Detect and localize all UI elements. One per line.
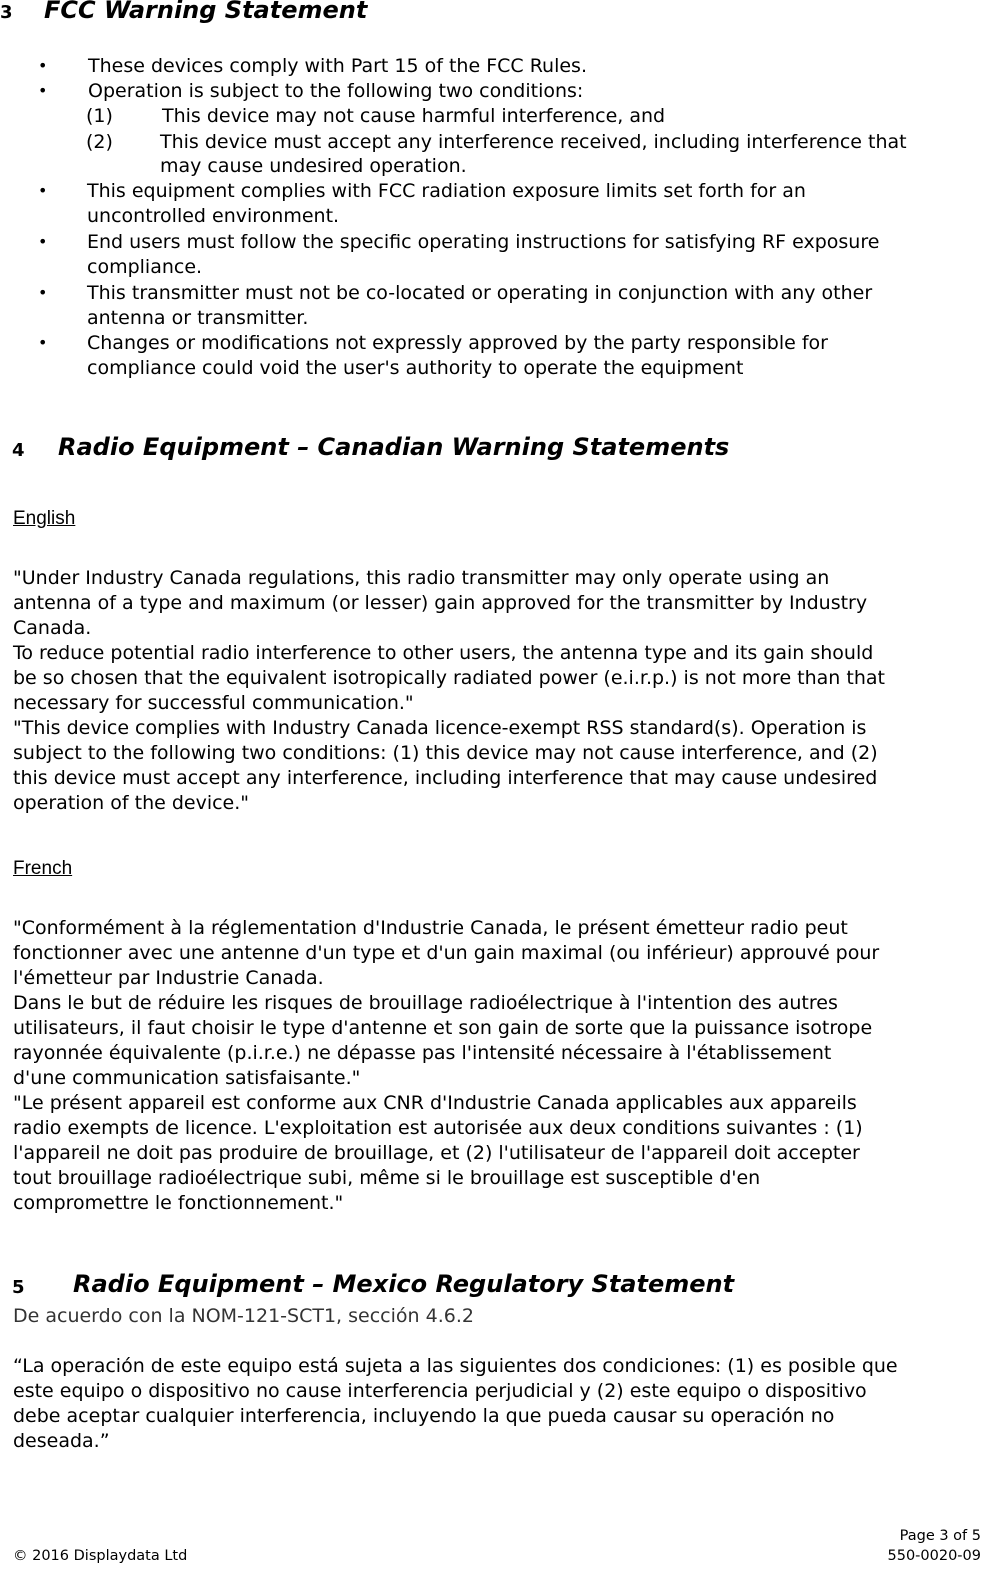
fcc-bullet-1: These devices comply with Part 15 of the FCC Rules. xyxy=(88,55,588,77)
section-3-number: 3 xyxy=(0,2,13,23)
french-line: "Conformément à la réglementation d'Industrie Canada, le présent émetteur radio peut xyxy=(13,917,848,939)
french-line: Dans le but de réduire les risques de brouillage radioélectrique à l'intention des autres xyxy=(13,992,838,1014)
mexico-quote-line: este equipo o dispositivo no cause interferencia perjudicial y (2) este equipo o dispositivo xyxy=(13,1380,867,1402)
mexico-quote-line: “La operación de este equipo está sujeta a las siguientes dos condiciones: (1) es posible que xyxy=(13,1355,898,1377)
english-line: operation of the device." xyxy=(13,792,250,814)
section-3-title: FCC Warning Statement xyxy=(44,0,368,24)
page-number: Page 3 of 5 xyxy=(899,1528,981,1544)
bullet-icon: • xyxy=(38,81,48,100)
condition-2-text-line2: may cause undesired operation. xyxy=(160,155,467,177)
fcc-bullet-6-line1: Changes or modifications not expressly approved by the party responsible for xyxy=(87,332,828,354)
fcc-bullet-5-line2: antenna or transmitter. xyxy=(87,307,309,329)
bullet-icon: • xyxy=(38,181,48,200)
french-line: l'émetteur par Industrie Canada. xyxy=(13,967,324,989)
english-line: subject to the following two conditions: (1) this device may not cause interference, and (2) xyxy=(13,742,878,764)
bullet-icon: • xyxy=(38,333,48,352)
section-5-title: Radio Equipment – Mexico Regulatory Statement xyxy=(73,1270,735,1298)
section-4-number: 4 xyxy=(12,440,25,461)
mexico-quote-line: debe aceptar cualquier interferencia, incluyendo la que pueda causar su operación no xyxy=(13,1405,835,1427)
french-line: compromettre le fonctionnement." xyxy=(13,1192,344,1214)
bullet-icon: • xyxy=(38,56,48,75)
bullet-icon: • xyxy=(38,232,48,251)
french-line: "Le présent appareil est conforme aux CNR d'Industrie Canada applicables aux appareils xyxy=(13,1092,857,1114)
mexico-quote-line: deseada.” xyxy=(13,1430,110,1452)
french-label: French xyxy=(13,858,73,879)
french-line: l'appareil ne doit pas produire de brouillage, et (2) l'utilisateur de l'appareil doit accepter xyxy=(13,1142,860,1164)
condition-1-number: (1) xyxy=(86,105,113,127)
english-line: "This device complies with Industry Canada licence-exempt RSS standard(s). Operation is xyxy=(13,717,867,739)
fcc-bullet-5-line1: This transmitter must not be co-located or operating in conjunction with any other xyxy=(87,282,873,304)
fcc-bullet-4-line1: End users must follow the specific operating instructions for satisfying RF exposure xyxy=(87,231,880,253)
english-line: be so chosen that the equivalent isotropically radiated power (e.i.r.p.) is not more than that xyxy=(13,667,885,689)
french-line: radio exempts de licence. L'exploitation est autorisée aux deux conditions suivantes : (1) xyxy=(13,1117,863,1139)
condition-2-number: (2) xyxy=(86,131,113,153)
french-line: rayonnée équivalente (p.i.r.e.) ne dépasse pas l'intensité nécessaire à l'établissement xyxy=(13,1042,832,1064)
copyright: © 2016 Displaydata Ltd xyxy=(13,1548,188,1564)
document-number: 550-0020-09 xyxy=(887,1548,981,1564)
bullet-icon: • xyxy=(38,283,48,302)
english-line: necessary for successful communication." xyxy=(13,692,414,714)
english-line: this device must accept any interference, including interference that may cause undesired xyxy=(13,767,878,789)
section-5-number: 5 xyxy=(12,1277,25,1298)
french-line: d'une communication satisfaisante." xyxy=(13,1067,361,1089)
french-line: fonctionner avec une antenne d'un type et d'un gain maximal (ou inférieur) approuvé pour xyxy=(13,942,880,964)
english-label: English xyxy=(13,508,76,529)
mexico-reference: De acuerdo con la NOM-121-SCT1, sección 4.6.2 xyxy=(13,1305,474,1327)
french-line: utilisateurs, il faut choisir le type d'antenne et son gain de sorte que la puissance isotrope xyxy=(13,1017,873,1039)
english-line: To reduce potential radio interference to other users, the antenna type and its gain should xyxy=(13,642,874,664)
french-line: tout brouillage radioélectrique subi, même si le brouillage est susceptible d'en xyxy=(13,1167,761,1189)
condition-2-text-line1: This device must accept any interference received, including interference that xyxy=(160,131,907,153)
section-4-title: Radio Equipment – Canadian Warning Statements xyxy=(58,433,730,461)
english-line: "Under Industry Canada regulations, this radio transmitter may only operate using an xyxy=(13,567,830,589)
fcc-bullet-3-line2: uncontrolled environment. xyxy=(87,205,340,227)
condition-1-text: This device may not cause harmful interference, and xyxy=(162,105,666,127)
fcc-bullet-2: Operation is subject to the following two conditions: xyxy=(88,80,584,102)
fcc-bullet-4-line2: compliance. xyxy=(87,256,203,278)
english-line: Canada. xyxy=(13,617,92,639)
fcc-bullet-3-line1: This equipment complies with FCC radiation exposure limits set forth for an xyxy=(87,180,806,202)
english-line: antenna of a type and maximum (or lesser) gain approved for the transmitter by Industry xyxy=(13,592,868,614)
fcc-bullet-6-line2: compliance could void the user's authority to operate the equipment xyxy=(87,357,744,379)
